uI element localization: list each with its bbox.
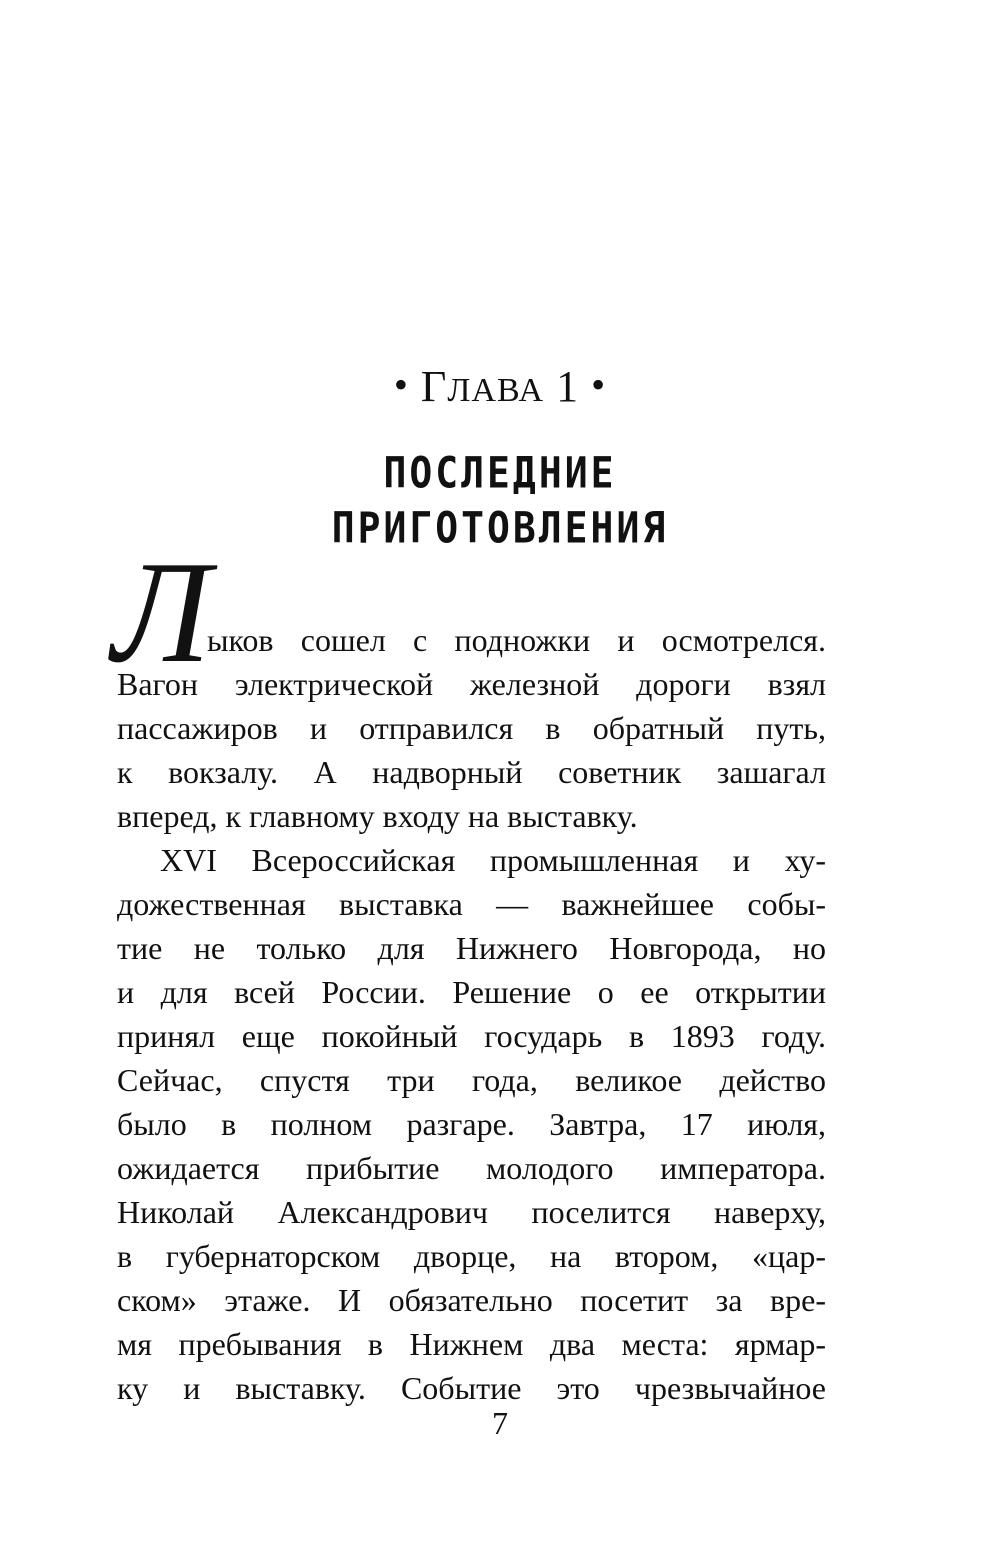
text-line: принял еще покойный государь в 1893 году.	[117, 1018, 826, 1054]
text-line: Николай Александрович поселится наверху,	[117, 1194, 826, 1230]
text-line: тие не только для Нижнего Новгорода, но	[117, 930, 826, 966]
text-line: пассажиров и отправился в обратный путь,	[117, 710, 826, 746]
text-line: дожественная выставка — важнейшее собы-	[117, 886, 826, 922]
text-line: мя пребывания в Нижнем два места: ярмар-	[117, 1326, 826, 1362]
page-number-text: 7	[492, 1405, 508, 1441]
text-line: к вокзалу. А надворный советник зашагал	[117, 754, 826, 790]
chapter-heading	[0, 362, 1000, 416]
text-line: было в полном разгаре. Завтра, 17 июля,	[117, 1106, 826, 1142]
text-line: ку и выставку. Событие это чрезвычайное	[117, 1370, 826, 1406]
chapter-title-line-2: ПРИГОТОВЛЕНИЯ	[331, 503, 669, 553]
chapter-number: 1	[556, 362, 580, 411]
text-line: Сейчас, спустя три года, великое действо	[117, 1062, 826, 1098]
text-line: в губернаторском дворце, на втором, «цар-	[117, 1238, 826, 1274]
text-line: Вагон электрической железной дороги взял	[117, 666, 826, 702]
text-line: вперед, к главному входу на выставку.	[117, 798, 638, 834]
page-number-display	[0, 1402, 1000, 1444]
drop-cap: Л	[112, 531, 211, 693]
text-line: ыков сошел с подножки и осмотрелся.	[207, 622, 826, 658]
text-line: ском» этаже. И обязательно посетит за вре-	[117, 1282, 826, 1318]
chapter-label-initial: Г	[420, 362, 448, 411]
chapter-title-line-1: ПОСЛЕДНИЕ	[383, 448, 617, 498]
bullet-right-icon: •	[591, 362, 607, 407]
bullet-left-icon: •	[393, 362, 409, 407]
text-line: ожидается прибытие молодого императора.	[117, 1150, 826, 1186]
text-line: и для всей России. Решение о ее открытии	[117, 974, 826, 1010]
text-line: XVI Всероссийская промышленная и ху-	[160, 842, 826, 878]
chapter-label-rest: ЛАВА	[447, 372, 545, 409]
